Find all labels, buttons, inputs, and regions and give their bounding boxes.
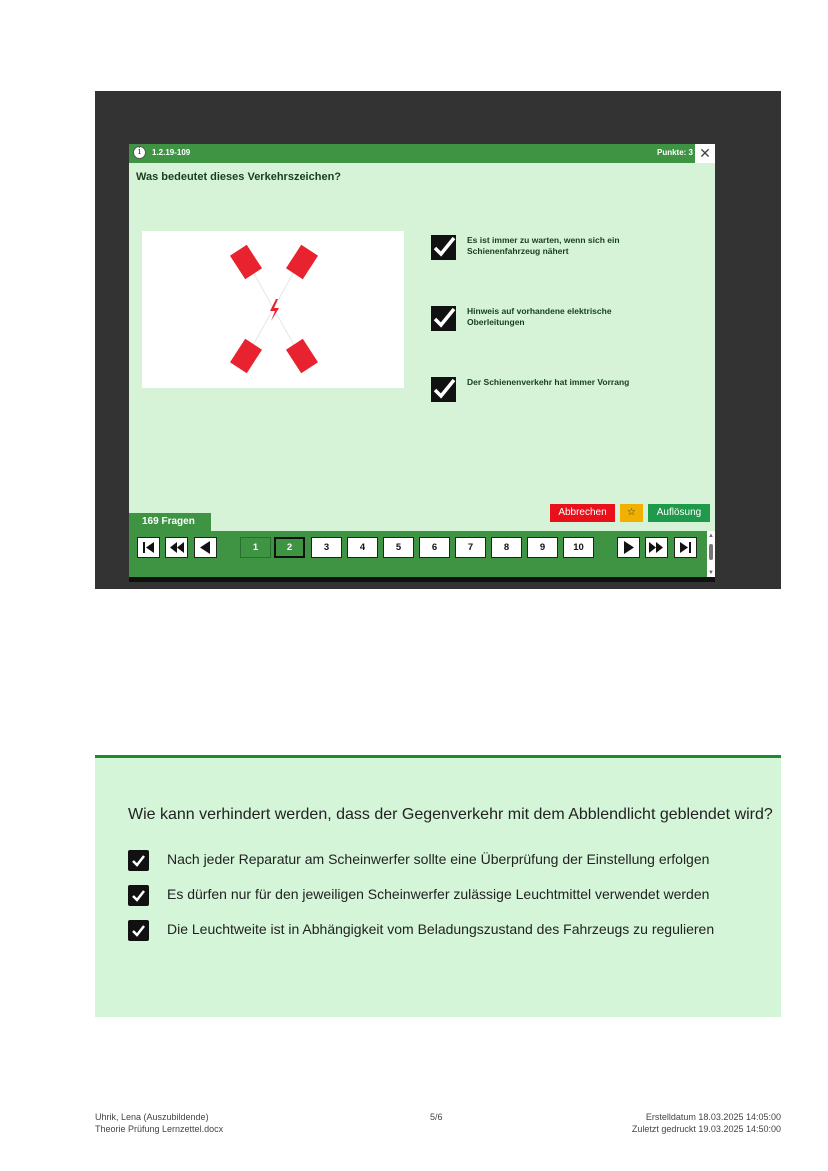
page-button[interactable]: 7 <box>455 537 486 558</box>
solve-button[interactable]: Auflösung <box>648 504 710 522</box>
page-button-current[interactable]: 2 <box>274 537 305 558</box>
points-label: Punkte: 3 <box>656 148 693 157</box>
card-answer-text: Die Leuchtweite ist in Abhängigkeit vom Beladungszustand des Fahrzeugs zu regulieren <box>167 921 715 937</box>
checkbox-checked <box>128 920 149 941</box>
checkmark-icon <box>431 306 456 331</box>
scroll-up-icon[interactable]: ▲ <box>708 533 714 539</box>
quiz-screenshot <box>95 91 781 589</box>
page-button[interactable]: 3 <box>311 537 342 558</box>
checkbox-checked <box>128 850 149 871</box>
footer-author: Uhrik, Lena (Auszubildende) <box>95 1112 209 1122</box>
checkbox-checked[interactable] <box>431 306 456 331</box>
checkbox-checked <box>128 885 149 906</box>
page-button[interactable]: 9 <box>527 537 558 558</box>
fast-forward-icon[interactable] <box>645 537 668 558</box>
checkmark-icon <box>431 377 456 402</box>
first-icon[interactable] <box>137 537 160 558</box>
question-text: Was bedeutet dieses Verkehrszeichen? <box>136 171 342 183</box>
answer-text: Hinweis auf vorhandene elektrische Oberleitungen <box>467 306 612 327</box>
traffic-sign-image <box>142 231 404 388</box>
scroll-down-icon[interactable]: ▼ <box>708 570 714 576</box>
checkmark-icon <box>431 235 456 260</box>
page-button[interactable]: 8 <box>491 537 522 558</box>
checkmark-icon <box>128 850 149 871</box>
card-answer-text: Es dürfen nur für den jeweiligen Scheinwerfer zulässige Leuchtmittel verwendet werden <box>167 886 710 902</box>
card-question: Wie kann verhindert werden, dass der Gegenverkehr mit dem Abblendlicht geblendet wird? <box>128 806 773 823</box>
answer-text: Es ist immer zu warten, wenn sich ein Schienenfahrzeug nähert <box>467 235 620 256</box>
quiz-window <box>129 144 715 582</box>
page-button[interactable]: 1 <box>240 537 271 558</box>
scrollbar-thumb[interactable] <box>709 544 713 560</box>
close-icon[interactable]: ✕ <box>695 144 715 163</box>
answer-text: Der Schienenverkehr hat immer Vorrang <box>467 377 630 387</box>
prev-icon[interactable] <box>194 537 217 558</box>
rewind-icon[interactable] <box>165 537 188 558</box>
footer-page-number: 5/6 <box>430 1112 443 1122</box>
question-header-bar <box>129 144 715 163</box>
star-icon[interactable]: ☆ <box>620 504 643 522</box>
navbar-bottom-border <box>129 577 715 582</box>
checkmark-icon <box>128 920 149 941</box>
footer-right <box>632 1111 781 1135</box>
scrollbar[interactable] <box>707 531 715 577</box>
last-icon[interactable] <box>674 537 697 558</box>
question-count-tab: 169 Fragen <box>129 513 211 531</box>
info-icon[interactable]: i <box>133 146 146 159</box>
checkmark-icon <box>128 885 149 906</box>
footer-printed: Zuletzt gedruckt 19.03.2025 14:50:00 <box>631 1124 781 1134</box>
question-navigation <box>129 531 715 577</box>
footer-left <box>95 1111 223 1135</box>
question-id: 1.2.19-109 <box>152 148 191 157</box>
card-answer-text: Nach jeder Reparatur am Scheinwerfer sollte eine Überprüfung der Einstellung erfolgen <box>167 851 710 867</box>
cancel-button[interactable]: Abbrechen <box>550 504 615 522</box>
page-button[interactable]: 6 <box>419 537 450 558</box>
page-button[interactable]: 5 <box>383 537 414 558</box>
page-button[interactable]: 10 <box>563 537 594 558</box>
checkbox-checked[interactable] <box>431 235 456 260</box>
checkbox-checked[interactable] <box>431 377 456 402</box>
question-card <box>95 755 781 1017</box>
next-icon[interactable] <box>617 537 640 558</box>
footer-filename: Theorie Prüfung Lernzettel.docx <box>95 1124 224 1134</box>
andreaskreuz-with-lightning-icon <box>142 231 404 388</box>
page-button[interactable]: 4 <box>347 537 378 558</box>
footer-created: Erstelldatum 18.03.2025 14:05:00 <box>645 1112 781 1122</box>
